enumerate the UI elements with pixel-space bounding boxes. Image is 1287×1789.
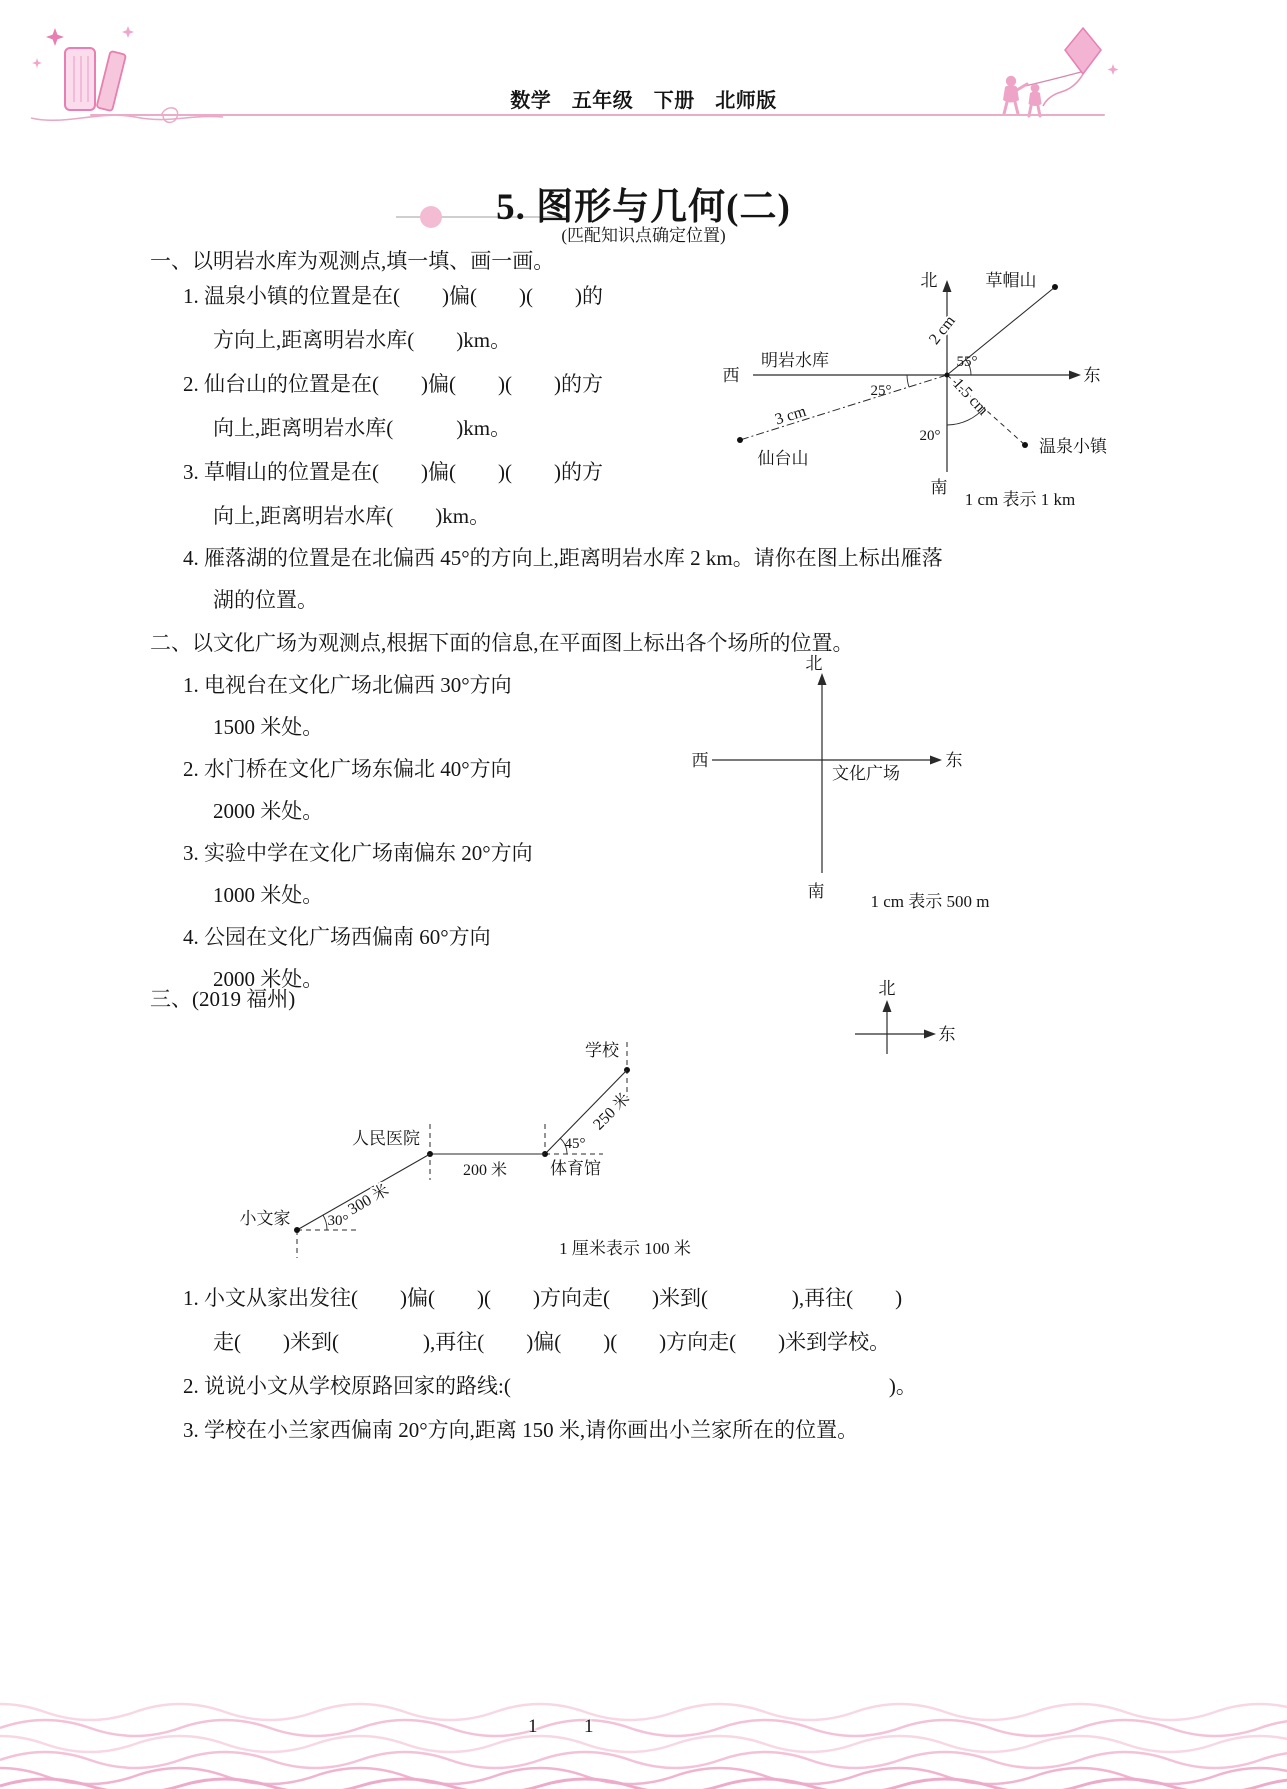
xiantaishan-label: 仙台山 (757, 449, 809, 468)
s1-item3-line1: 3. 草帽山的位置是在( )偏( )( )的方 (183, 460, 603, 484)
s2-item3-line2: 1000 米处。 (213, 883, 324, 907)
west-label: 西 (722, 366, 740, 385)
s1-item4-line2: 湖的位置。 (213, 588, 318, 612)
star-icon (1108, 64, 1119, 75)
page-number-right: 1 (584, 1716, 594, 1737)
s2-item2-line1: 2. 水门桥在文化广场东偏北 40°方向 (183, 757, 512, 781)
s1-item2-line2: 向上,距离明岩水库( )km。 (213, 416, 512, 440)
plaza-map (690, 645, 1020, 925)
north-label: 北 (878, 979, 896, 998)
route-map (225, 1012, 955, 1312)
wenquan-label: 温泉小镇 (1039, 437, 1107, 456)
s1-item2-line1: 2. 仙台山的位置是在( )偏( )( )的方 (183, 372, 603, 396)
s3-item1-line1: 1. 小文从家出发往( )偏( )( )方向走( )米到( ),再往( ) (183, 1286, 903, 1310)
caomaoshan-point (1052, 284, 1058, 290)
s3-item1-line2: 走( )米到( ),再往( )偏( )( )方向走( )米到学校。 (213, 1330, 891, 1354)
footer-wave (0, 1736, 1287, 1752)
footer-wave (0, 1704, 1287, 1720)
s1-item4-line1: 4. 雁落湖的位置是在北偏西 45°的方向上,距离明岩水库 2 km。请你在图上标出雁落 (183, 546, 943, 570)
s2-item1-line2: 1500 米处。 (213, 715, 324, 739)
footer-wave-decoration (0, 1694, 1287, 1789)
home-point (294, 1227, 300, 1233)
xiantaishan-point (737, 437, 743, 443)
header-divider (90, 114, 1105, 116)
star-icon (122, 26, 134, 38)
north-arrow-icon (883, 1000, 892, 1012)
xiantaishan-distance: 3 cm (773, 402, 809, 429)
s3-item3-line1: 3. 学校在小兰家西偏南 20°方向,距离 150 米,请你画出小兰家所在的位置。 (183, 1418, 859, 1442)
s2-item4-line1: 4. 公园在文化广场西偏南 60°方向 (183, 925, 491, 949)
reservoir-label: 明岩水库 (761, 351, 829, 370)
south-label: 南 (807, 882, 825, 901)
chapter-title: 5. 图形与几何(二) (496, 187, 791, 228)
north-label: 北 (920, 271, 938, 290)
school-label: 学校 (585, 1041, 619, 1060)
segment1-distance: 300 米 (345, 1181, 393, 1219)
section-2-heading: 二、以文化广场为观测点,根据下面的信息,在平面图上标出各个场所的位置。 (150, 631, 854, 655)
east-label: 东 (938, 1025, 956, 1044)
s2-item3-line1: 3. 实验中学在文化广场南偏东 20°方向 (183, 841, 533, 865)
chapter-subtitle: (匹配知识点确定位置) (561, 226, 726, 245)
route-segment-1 (297, 1154, 430, 1230)
west-label: 西 (691, 751, 709, 770)
kite-icon (1065, 28, 1101, 74)
caomaoshan-angle: 55° (956, 354, 978, 370)
reservoir-map (695, 260, 1135, 522)
s2-item4-line2: 2000 米处。 (213, 967, 324, 991)
caomaoshan-distance: 2 cm (926, 312, 959, 348)
s3-item2-line1: 2. 说说小文从学校原路回家的路线:( )。 (183, 1374, 917, 1398)
map-scale-label: 1 cm 表示 500 m (870, 892, 990, 911)
s1-item1-line2: 方向上,距离明岩水库( )km。 (213, 328, 512, 352)
s2-item2-line2: 2000 米处。 (213, 799, 324, 823)
reservoir-point (945, 373, 950, 378)
north-arrow-icon (818, 673, 827, 685)
angle-arc (907, 375, 909, 387)
page-number-left: 1 (528, 1716, 538, 1737)
star-icon (32, 58, 42, 68)
section-1-heading: 一、以明岩水库为观测点,填一填、画一画。 (150, 249, 555, 273)
book-title: 数学 五年级 下册 北师版 (510, 90, 777, 112)
map-scale-label: 1 cm 表示 1 km (964, 490, 1076, 509)
plaza-label: 文化广场 (832, 764, 900, 783)
wenquan-point (1022, 442, 1028, 448)
north-arrow-icon (943, 280, 952, 292)
wenquan-distance: 1.5 cm (949, 375, 992, 419)
xiantaishan-line (740, 375, 947, 440)
angle-arc (323, 1215, 327, 1230)
hospital-label: 人民医院 (352, 1129, 420, 1148)
east-label: 东 (945, 751, 963, 770)
footer-wave (0, 1720, 1287, 1736)
east-label: 东 (1083, 366, 1101, 385)
south-label: 南 (930, 478, 948, 497)
home-label: 小文家 (239, 1209, 291, 1228)
section-3-heading: 三、(2019 福州) (150, 987, 296, 1011)
home-angle: 30° (327, 1213, 349, 1229)
north-label: 北 (805, 654, 823, 673)
wenquan-angle: 20° (919, 428, 941, 444)
east-arrow-icon (930, 756, 942, 765)
s1-item1-line1: 1. 温泉小镇的位置是在( )偏( )( )的 (183, 284, 603, 308)
star-icon (46, 28, 64, 46)
caomaoshan-label: 草帽山 (985, 271, 1037, 290)
xiantaishan-angle: 25° (870, 383, 892, 399)
segment2-distance: 200 米 (462, 1162, 508, 1179)
footer-wave (0, 1752, 1287, 1768)
gym-angle: 45° (564, 1136, 586, 1152)
segment3-distance: 250 米 (590, 1090, 634, 1134)
s2-item1-line1: 1. 电视台在文化广场北偏西 30°方向 (183, 673, 512, 697)
s1-item3-line2: 向上,距离明岩水库( )km。 (213, 504, 491, 528)
east-arrow-icon (1069, 371, 1081, 380)
gym-label: 体育馆 (550, 1159, 601, 1178)
map-scale-label: 1 厘米表示 100 米 (559, 1239, 691, 1258)
